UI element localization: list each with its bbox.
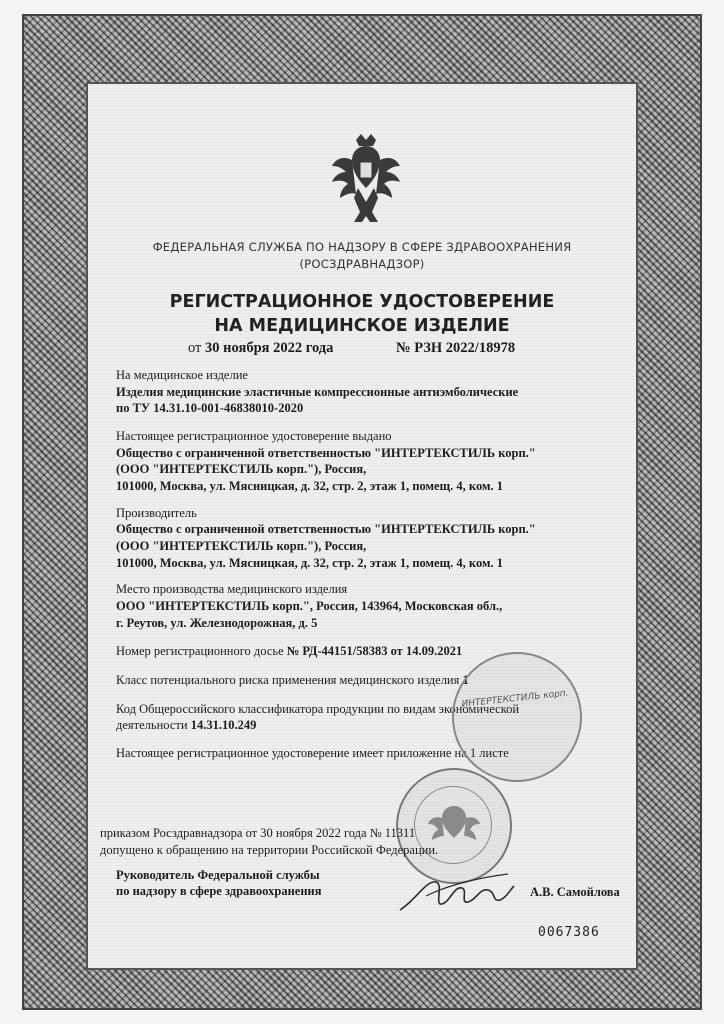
appendix-note: Настоящее регистрационное удостоверение имеет приложение на 1 листе (116, 746, 509, 760)
signatory-name: А.В. Самойлова (530, 885, 620, 899)
okpd-row (116, 718, 256, 733)
manufacturer-company: Общество с ограниченной ответственностью "ИНТЕРТЕКСТИЛЬ корп." (116, 522, 536, 536)
issued-to-label: Настоящее регистрационное удостоверение выдано (116, 429, 392, 443)
manufacturer-short: (ООО "ИНТЕРТЕКСТИЛЬ корп."), Россия, (116, 539, 367, 553)
certificate-number (396, 340, 515, 357)
risk-class-row (116, 673, 469, 688)
handwritten-signature (396, 860, 516, 916)
production-site-label: Место производства медицинского изделия (116, 582, 348, 596)
double-headed-eagle-emblem-icon (330, 132, 402, 224)
device-label: На медицинское изделие (116, 368, 248, 382)
order-line1: приказом Росздравнадзора от 30 ноября 2022 года № 11311 (100, 826, 416, 840)
agency-name: ФЕДЕРАЛЬНАЯ СЛУЖБА ПО НАДЗОРУ В СФЕРЕ ЗДРАВООХРАНЕНИЯ (152, 240, 572, 254)
agency-abbreviation: (РОСЗДРАВНАДЗОР) (299, 257, 425, 271)
certificate-date (188, 340, 333, 357)
date-value: 30 ноября 2022 года (205, 340, 334, 356)
okpd-label-cont: деятельности (116, 718, 188, 732)
signatory-title-cont: по надзору в сфере здравоохранения (116, 884, 322, 898)
okpd-label: Код Общероссийского классификатора продукции по видам экономической (116, 702, 520, 716)
production-site-line2: г. Реутов, ул. Железнодорожная, д. 5 (116, 616, 318, 630)
issued-to-company: Общество с ограниченной ответственностью "ИНТЕРТЕКСТИЛЬ корп." (116, 446, 536, 460)
device-name: Изделия медицинские эластичные компрессионные антиэмболические (116, 385, 519, 399)
manufacturer-address: 101000, Москва, ул. Мясницкая, д. 32, стр. 2, этаж 1, помещ. 4, ком. 1 (116, 556, 503, 570)
certificate-subtitle: НА МЕДИЦИНСКОЕ ИЗДЕЛИЕ (214, 316, 510, 336)
number-label: № (396, 340, 411, 356)
issued-to-address: 101000, Москва, ул. Мясницкая, д. 32, стр. 2, этаж 1, помещ. 4, ком. 1 (116, 479, 503, 493)
issued-to-short: (ООО "ИНТЕРТЕКСТИЛЬ корп."), Россия, (116, 462, 367, 476)
production-site-line1: ООО "ИНТЕРТЕКСТИЛЬ корп.", Россия, 143964, Московская обл., (116, 599, 503, 613)
number-value: РЗН 2022/18978 (414, 340, 516, 356)
date-label: от (188, 340, 202, 356)
signatory-title: Руководитель Федеральной службы (116, 868, 320, 882)
form-serial-number: 0067386 (538, 925, 600, 940)
order-line2: допущено к обращению на территории Российской Федерации. (100, 843, 439, 857)
risk-class-value: 1 (462, 673, 469, 687)
risk-class-label: Класс потенциального риска применения медицинского изделия (116, 673, 460, 687)
manufacturer-label: Производитель (116, 506, 197, 520)
dossier-row (116, 644, 462, 659)
company-stamp-text: ИНТЕРТЕКСТИЛЬ корп. (461, 688, 570, 710)
dossier-value: № РД-44151/58383 от 14.09.2021 (286, 644, 463, 658)
certificate-title: РЕГИСТРАЦИОННОЕ УДОСТОВЕРЕНИЕ (169, 292, 555, 312)
dossier-label: Номер регистрационного досье (116, 644, 284, 658)
device-spec: по ТУ 14.31.10-001-46838010-2020 (116, 401, 304, 415)
okpd-value: 14.31.10.249 (190, 718, 257, 732)
